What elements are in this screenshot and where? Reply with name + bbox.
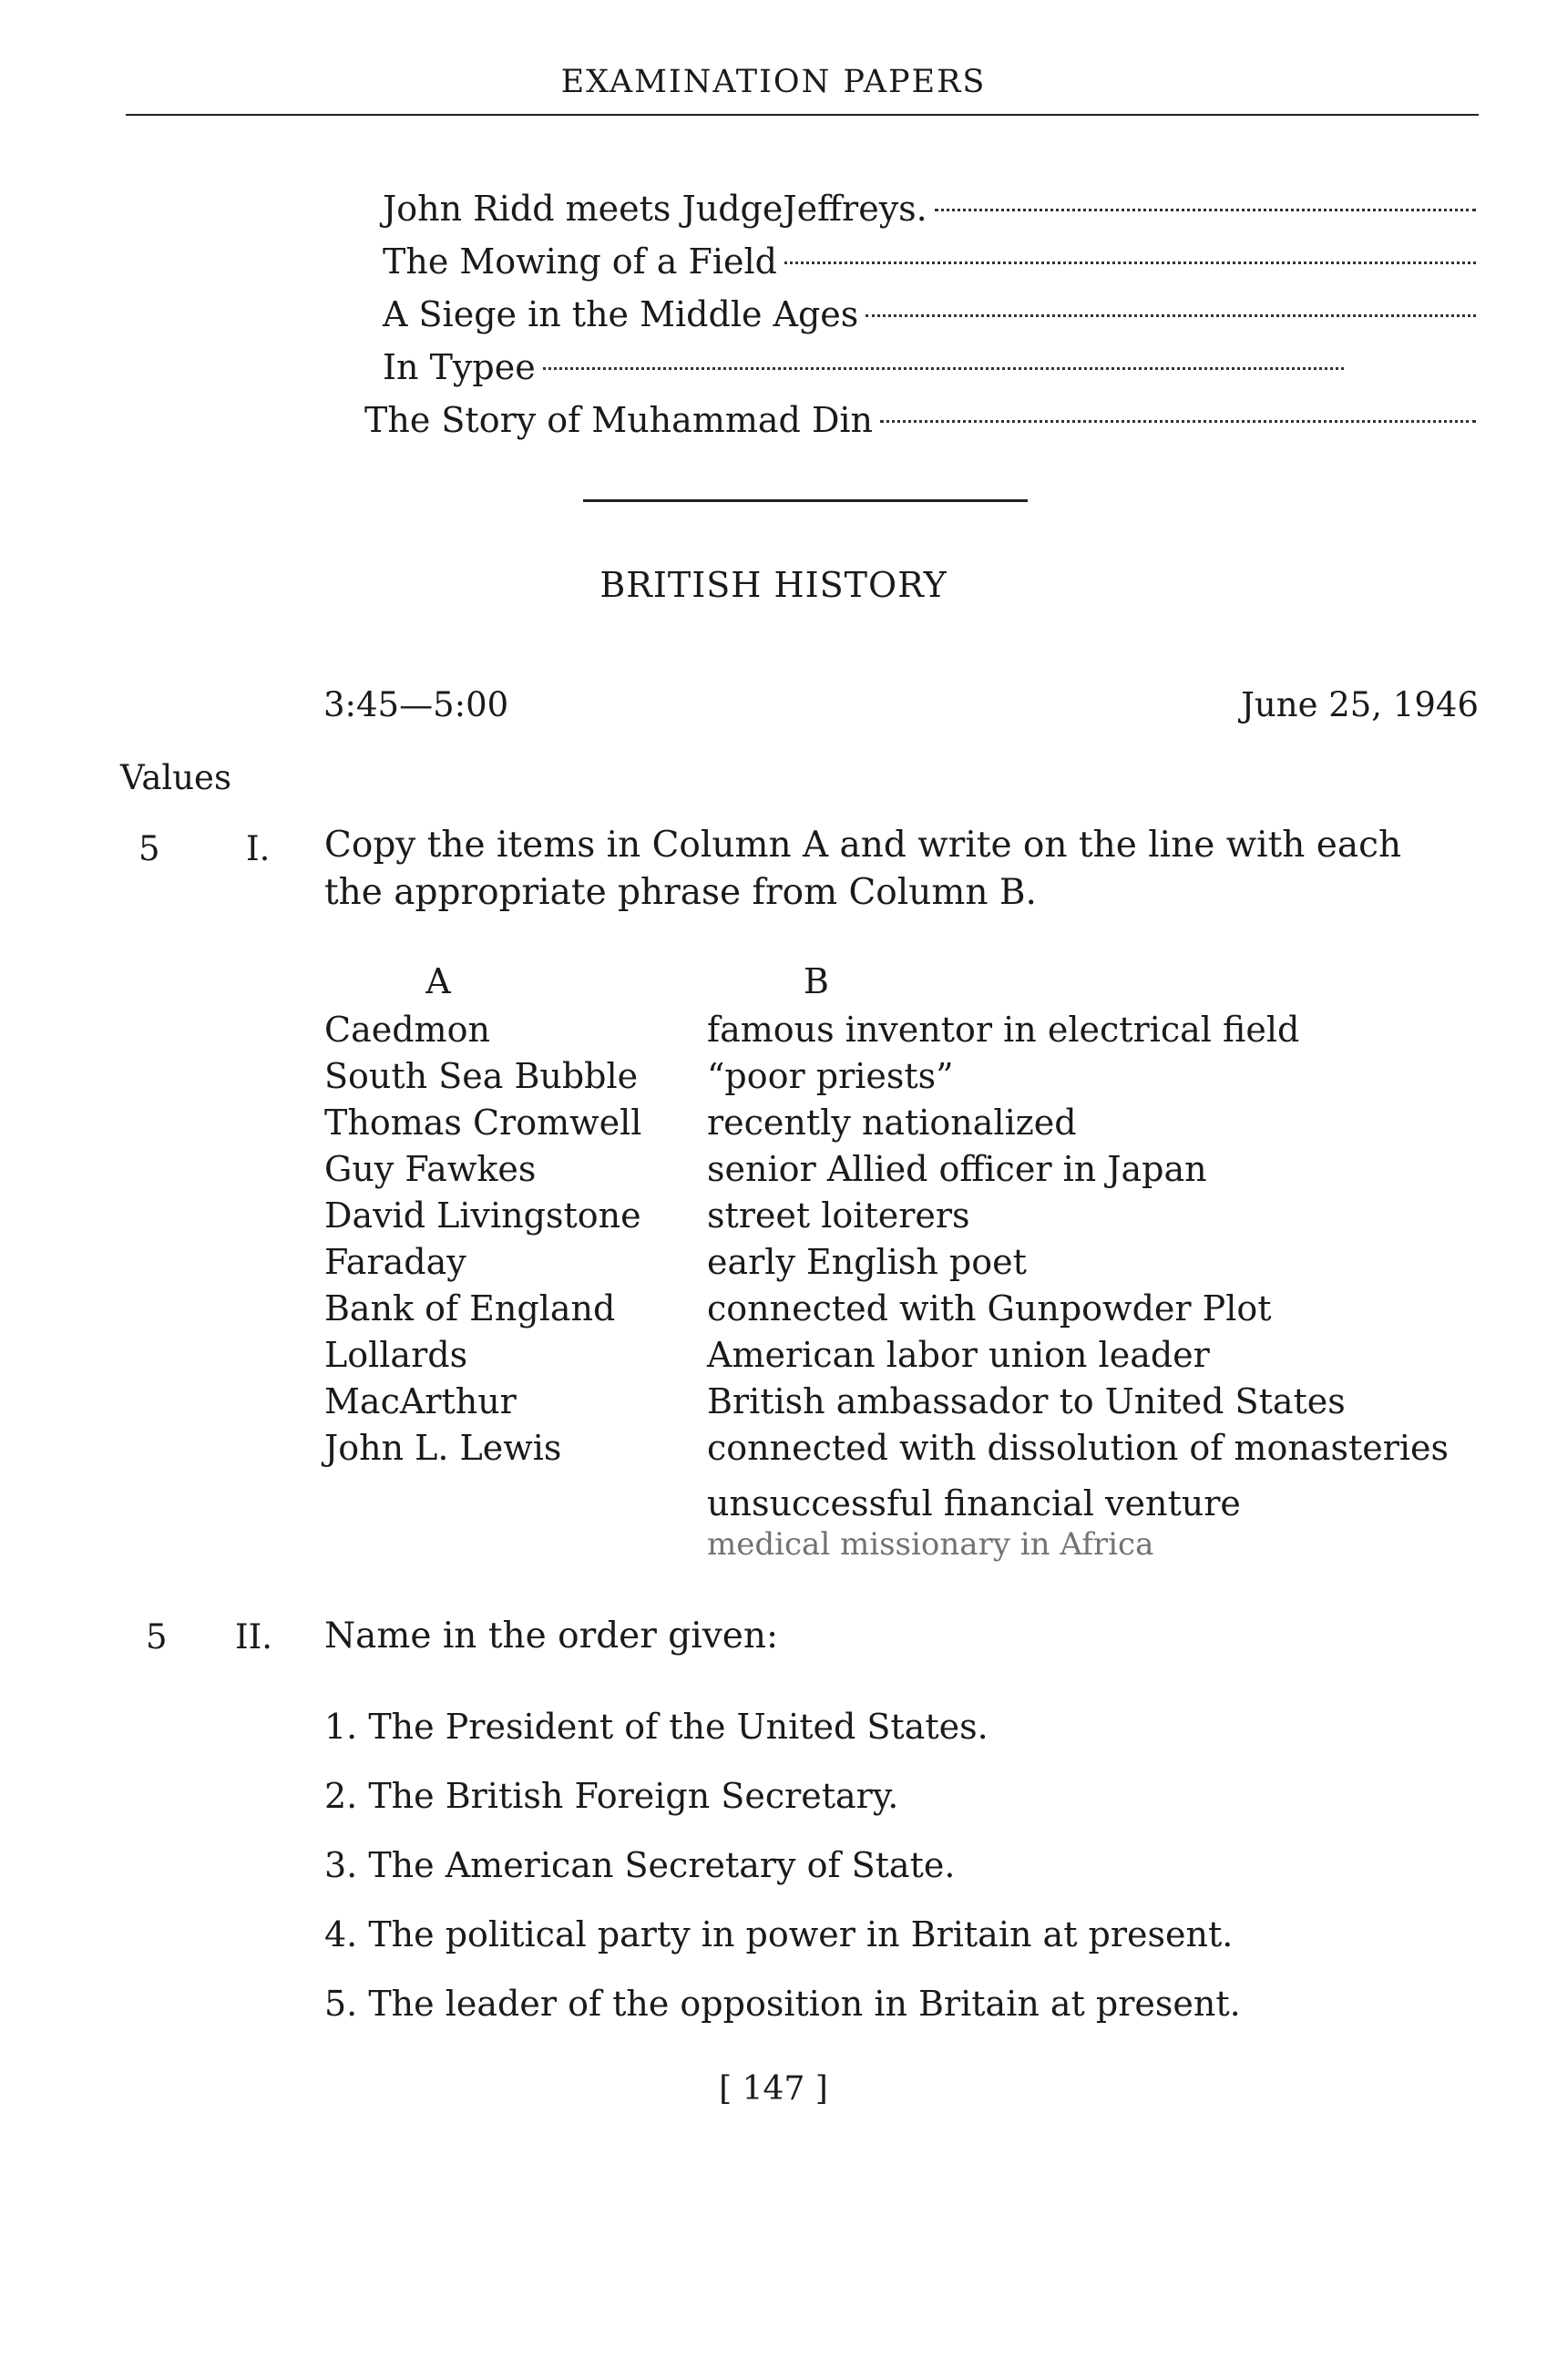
contents-item <box>383 235 1476 288</box>
exam-date: June 25, 1946 <box>1241 685 1479 724</box>
matching-columns <box>324 1007 1509 1563</box>
header-rule <box>126 114 1479 116</box>
column-a-item: South Sea Bubble <box>324 1056 639 1096</box>
values-label: Values <box>120 758 231 797</box>
contents-list <box>364 182 1476 446</box>
column-a-item: Bank of England <box>324 1288 616 1328</box>
dot-leader <box>784 262 1476 264</box>
list-item: 2. The British Foreign Secretary. <box>324 1776 899 1816</box>
question-2-number: II. <box>235 1617 272 1657</box>
column-b-item: British ambassador to United States <box>707 1381 1346 1421</box>
list-item: 4. The political party in power in Britain at present. <box>324 1914 1234 1954</box>
section-divider <box>583 499 1028 502</box>
contents-item <box>364 394 1476 446</box>
question-1-text-line: the appropriate phrase from Column B. <box>324 872 1037 913</box>
column-b-item: early English poet <box>707 1242 1027 1282</box>
question-2-text: Name in the order given: <box>324 1616 779 1657</box>
contents-item-label: The Mowing of a Field <box>383 241 777 282</box>
column-b-item: “poor priests” <box>707 1056 954 1096</box>
dot-leader <box>880 420 1476 423</box>
column-a-item: Lollards <box>324 1335 468 1375</box>
column-a <box>324 1007 707 1563</box>
column-a-item: Thomas Cromwell <box>324 1103 642 1143</box>
contents-item <box>383 288 1476 341</box>
column-a-header: A <box>425 961 451 1001</box>
column-b-item: unsuccessful financial venture <box>707 1483 1241 1523</box>
matching-table <box>324 961 1509 1563</box>
question-1-text <box>324 822 1401 917</box>
column-b-item: American labor union leader <box>707 1335 1210 1375</box>
column-a-item: Caedmon <box>324 1010 490 1050</box>
matching-header-row <box>324 961 1509 1007</box>
contents-item-label: A Siege in the Middle Ages <box>383 294 859 334</box>
column-b-header: B <box>804 961 829 1001</box>
column-b-item: connected with dissolution of monasteries <box>707 1428 1450 1468</box>
column-b-item: recently nationalized <box>707 1103 1077 1143</box>
question-1-value: 5 <box>138 829 160 868</box>
column-a-item: Guy Fawkes <box>324 1149 537 1189</box>
column-a-item: David Livingstone <box>324 1195 641 1236</box>
contents-item-label: John Ridd meets JudgeJeffreys. <box>383 189 927 229</box>
dot-leader <box>935 209 1476 211</box>
column-b-item: senior Allied officer in Japan <box>707 1149 1207 1189</box>
column-b-item: street loiterers <box>707 1195 970 1236</box>
list-item: 1. The President of the United States. <box>324 1707 989 1747</box>
contents-item-label: In Typee <box>383 347 536 387</box>
section-title: BRITISH HISTORY <box>599 565 948 605</box>
contents-item-label: The Story of Muhammad Din <box>364 400 874 440</box>
question-2-value: 5 <box>146 1617 168 1657</box>
column-b-faded-item: medical missionary in Africa <box>707 1526 1154 1563</box>
column-a-item: MacArthur <box>324 1381 517 1421</box>
list-item: 3. The American Secretary of State. <box>324 1845 956 1885</box>
column-b-item: famous inventor in electrical field <box>707 1010 1300 1050</box>
running-title: EXAMINATION PAPERS <box>560 64 987 100</box>
contents-item <box>383 182 1476 235</box>
dot-leader <box>543 367 1344 370</box>
exam-time: 3:45—5:00 <box>323 685 509 724</box>
question-1-number: I. <box>246 829 271 868</box>
question-1-text-line: Copy the items in Column A and write on the line with each <box>324 825 1402 866</box>
page-number: [ 147 ] <box>719 2070 828 2108</box>
column-a-item: Faraday <box>324 1242 466 1282</box>
contents-item <box>383 341 1344 394</box>
list-item: 5. The leader of the opposition in Britain at present. <box>324 1984 1241 2024</box>
column-a-item: John L. Lewis <box>324 1428 562 1468</box>
dot-leader <box>866 314 1476 317</box>
question-2-list <box>324 1699 1241 2046</box>
column-b <box>707 1007 1449 1563</box>
column-b-item: connected with Gunpowder Plot <box>707 1288 1272 1328</box>
